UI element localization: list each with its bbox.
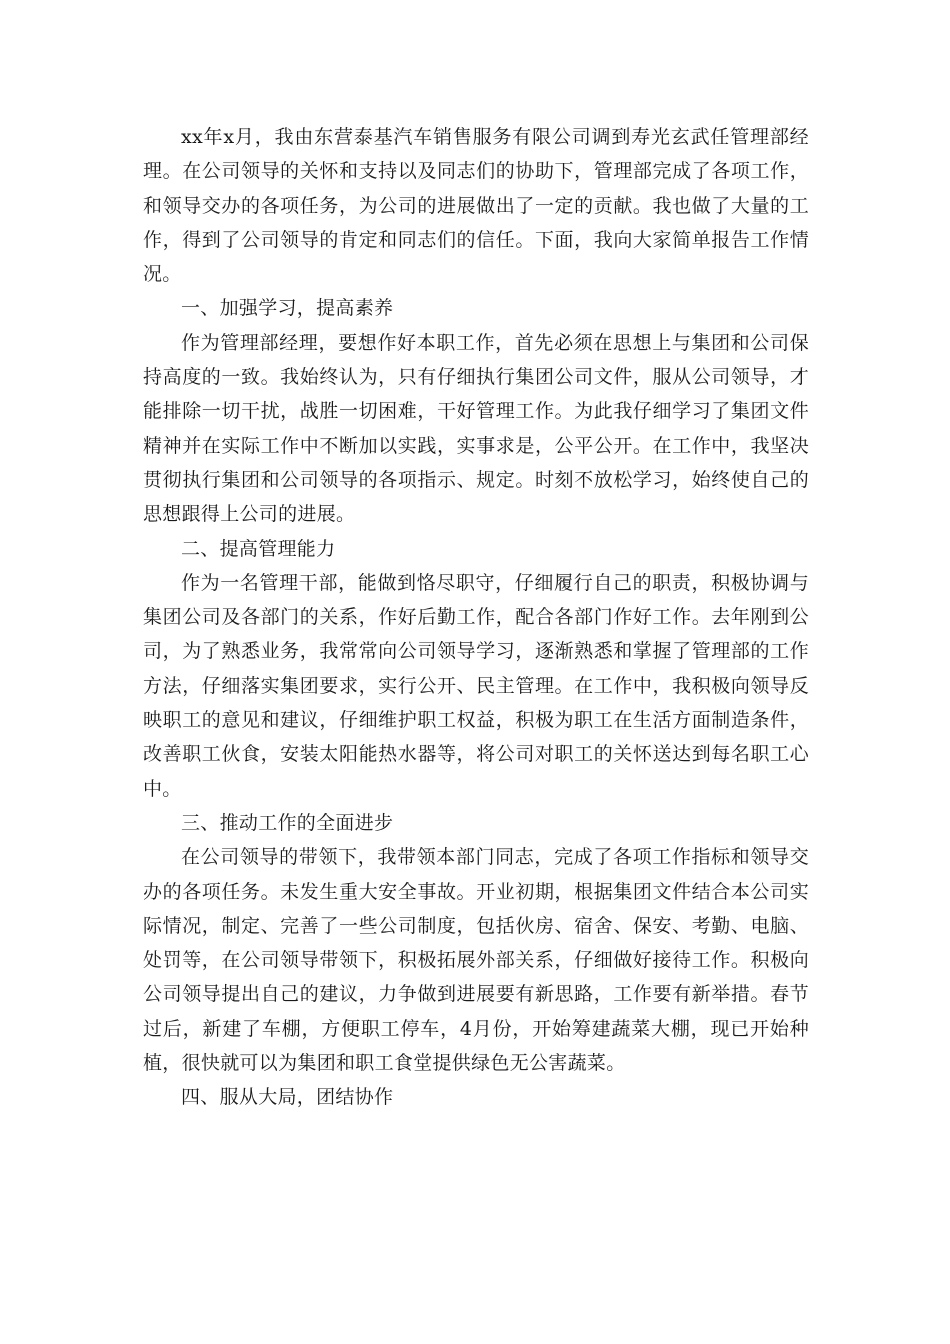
intro-paragraph: xx年x月，我由东营泰基汽车销售服务有限公司调到寿光玄武任管理部经理。在公司领导的关怀和支持以及同志们的协助下，管理部完成了各项工作，和领导交办的各项任务，为公司的进展做出了一定的贡献。我也做了大量的工作，得到了公司领导的肯定和同志们的信任。下面，我向大家简单报告工作情况。 [143,126,809,286]
section-1-paragraph: 作为管理部经理，要想作好本职工作，首先必须在思想上与集团和公司保持高度的一致。我始终认为，只有仔细执行集团公司文件，服从公司领导，才能排除一切干扰，战胜一切困难，干好管理工作。为此我仔细学习了集团文件精神并在实际工作中不断加以实践，实事求是，公平公开。在工作中，我坚决贯彻执行集团和公司领导的各项指示、规定。时刻不放松学习，始终使自己的思想跟得上公司的进展。 [143,331,809,526]
section-heading-2: 二、提高管理能力 [181,537,336,560]
document-body [143,120,809,1115]
section-2-paragraph: 作为一名管理干部，能做到恪尽职守，仔细履行自己的职责，积极协调与集团公司及各部门的关系，作好后勤工作，配合各部门作好工作。去年刚到公司，为了熟悉业务，我常常向公司领导学习，逐渐熟悉和掌握了管理部的工作方法，仔细落实集团要求，实行公开、民主管理。在工作中，我积极向领导反映职工的意见和建议，仔细维护职工权益，积极为职工在生活方面制造条件，改善职工伙食，安装太阳能热水器等，将公司对职工的关怀送达到每名职工心中。 [143,571,809,800]
section-heading-3: 三、推动工作的全面进步 [181,811,394,834]
section-3-paragraph: 在公司领导的带领下，我带领本部门同志，完成了各项工作指标和领导交办的各项任务。未发生重大安全事故。开业初期，根据集团文件结合本公司实际情况，制定、完善了一些公司制度，包括伙房、宿舍、保安、考勤、电脑、处罚等，在公司领导带领下，积极拓展外部关系，仔细做好接待工作。积极向公司领导提出自己的建议，力争做到进展要有新思路，工作要有新举措。春节过后，新建了车棚，方便职工停车，4月份，开始筹建蔬菜大棚，现已开始种植，很快就可以为集团和职工食堂提供绿色无公害蔬菜。 [143,846,809,1075]
section-heading-4: 四、服从大局，团结协作 [181,1086,394,1109]
section-heading-1: 一、加强学习，提高素养 [181,297,394,320]
